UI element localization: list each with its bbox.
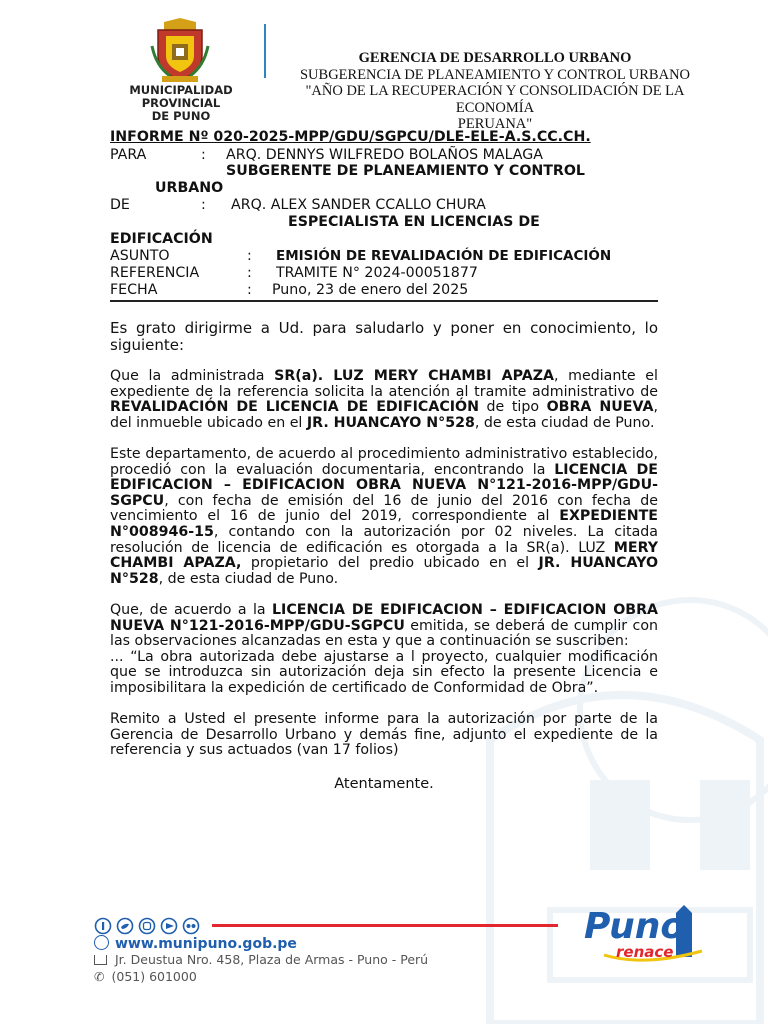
p2-text-g: propietario del predio ubicado en el [241,555,539,572]
globe-icon [94,935,109,950]
footer-rule [212,924,558,927]
footer-website-row [94,935,297,952]
municipality-name [96,84,266,123]
instagram-icon [140,919,155,934]
p1-tipo: OBRA NUEVA [546,399,654,416]
asunto-colon: : [247,248,252,264]
p2-text-a: Este departamento, de acuerdo al procedimiento administrativo establecido, procedió con la evaluación documentaria, encontrando la [110,446,658,478]
p1-text-e: de tipo [478,399,547,416]
informe-title: INFORME Nº 020-2025-MPP/GDU/SGPCU/DLE-ELE-A.S.CC.CH. [110,129,591,145]
home-icon [94,955,107,965]
intro-paragraph: Es grato dirigirme a Ud. para saludarlo y poner en conocimiento, lo siguiente: [110,319,658,354]
paragraph-solicitud [110,369,658,431]
p2-licencia: LICENCIA DE EDIFICACION – EDIFICACION OBRA NUEVA N°121-2016-MPP/GDU-SGPCU [110,461,658,509]
para-colon: : [201,147,206,163]
social-icons [94,917,204,935]
p1-text-a: Que la administrada [110,368,275,384]
p3-quote: ... “La obra autorizada debe ajustarse a l proyecto, cualquier modificación que se introduzca sin autorización deja sin efecto la presente Licencia e imposibilitara la expedición de certificado de Conformidad de Obra”. [110,648,658,696]
p1-text-g: , del inmueble ubicado en el [110,399,658,431]
brand-renace: renace [616,943,674,961]
letterhead-gerencia: GERENCIA DE DESARROLLO URBANO [358,50,632,66]
footer-website[interactable]: www.munipuno.gob.pe [115,936,297,952]
p1-text-c: , mediante el expediente de la referencia solicita la atención al tramite administrativo de [110,368,658,400]
fecha-value: Puno, 23 de enero del 2025 [272,282,469,298]
puno-renace-logo [584,905,709,967]
para-label: PARA [110,147,147,163]
paragraph-evaluacion [110,447,658,587]
p3-text-a: Que, de acuerdo a la [110,602,273,618]
fecha-colon: : [247,282,252,298]
p1-direccion: JR. HUANCAYO N°528 [306,414,475,431]
header-rule [110,300,658,302]
de-role: ESPECIALISTA EN LICENCIAS DE [288,214,540,230]
municipality-name-line2: DE PUNO [151,109,211,123]
referencia-colon: : [247,265,252,281]
fecha-label: FECHA [110,282,158,298]
footer-address-row [94,952,428,967]
p2-text-e: , contando con la autorización por 02 niveles. La citada resolución de licencia de edificación es otorgada a la SR(a). LUZ [110,523,658,556]
de-value: ARQ. ALEX SANDER CCALLO CHURA [231,197,486,213]
para-role-cont: URBANO [155,180,224,196]
p2-text-c: , con fecha de emisión del 16 de junio del 2016 con fecha de vencimiento el 16 de junio del 2019, correspondiente al [110,492,658,525]
footer-address: Jr. Deustua Nro. 458, Plaza de Armas - Puno - Perú [115,952,429,967]
referencia-value: TRAMITE N° 2024-00051877 [276,265,478,281]
p2-direccion: JR. HUANCAYO N°528 [110,555,659,587]
de-colon: : [201,197,206,213]
footer-phone-row [94,969,197,984]
p2-text-i: , de esta ciudad de Puno. [158,570,339,587]
brand-puno: Puno [584,906,686,947]
paragraph-remito: Remito a Usted el presente informe para la autorización por parte de la Gerencia de Desarrollo Urbano y demás fine, adjunto el expediente de la referencia y sus actuados (van 17 folios) [110,711,658,759]
para-row [110,147,146,164]
de-label: DE [110,197,130,213]
p1-text-i: , de esta ciudad de Puno. [474,414,655,431]
letterhead-subgerencia: SUBGERENCIA DE PLANEAMIENTO Y CONTROL URBANO [299,66,691,83]
paragraph-observaciones [110,603,658,697]
p1-administrada: SR(a). LUZ MERY CHAMBI APAZA [274,368,554,384]
municipality-name-line1: MUNICIPALIDAD PROVINCIAL [129,83,233,110]
p3-text-c: emitida, se deberá de cumplir con las observaciones alcanzadas en esta y que a continuación se suscriben: [110,617,658,650]
municipality-coat-of-arms-icon [150,16,210,84]
para-role: SUBGERENTE DE PLANEAMIENTO Y CONTROL [226,163,585,179]
footer-phone: (051) 601000 [111,969,197,984]
closing: Atentamente. [334,776,434,792]
referencia-label: REFERENCIA [110,265,200,281]
p3-licencia: LICENCIA DE EDIFICACION – EDIFICACION OBRA NUEVA N°121-2016-MPP/GDU-SGPCU [110,602,658,634]
letterhead-year-motto-cont: PERUANA" [457,116,533,132]
para-value: ARQ. DENNYS WILFREDO BOLAÑOS MALAGA [226,147,543,163]
letterhead [270,50,720,133]
asunto-label: ASUNTO [110,248,170,264]
de-role-cont: EDIFICACIÓN [110,231,213,247]
header-divider [264,24,266,78]
phone-icon: ✆ [94,969,105,984]
p1-tramite: REVALIDACIÓN DE LICENCIA DE EDIFICACIÓN [110,399,479,416]
flickr-icon [184,919,199,934]
p2-expediente: EXPEDIENTE N°008946-15 [110,508,658,540]
p2-propietario: MERY CHAMBI APAZA, [110,539,658,572]
letterhead-year-motto: "AÑO DE LA RECUPERACIÓN Y CONSOLIDACIÓN DE LA ECONOMÍA [305,83,685,116]
asunto-value: EMISIÓN DE REVALIDACIÓN DE EDIFICACIÓN [276,248,612,264]
